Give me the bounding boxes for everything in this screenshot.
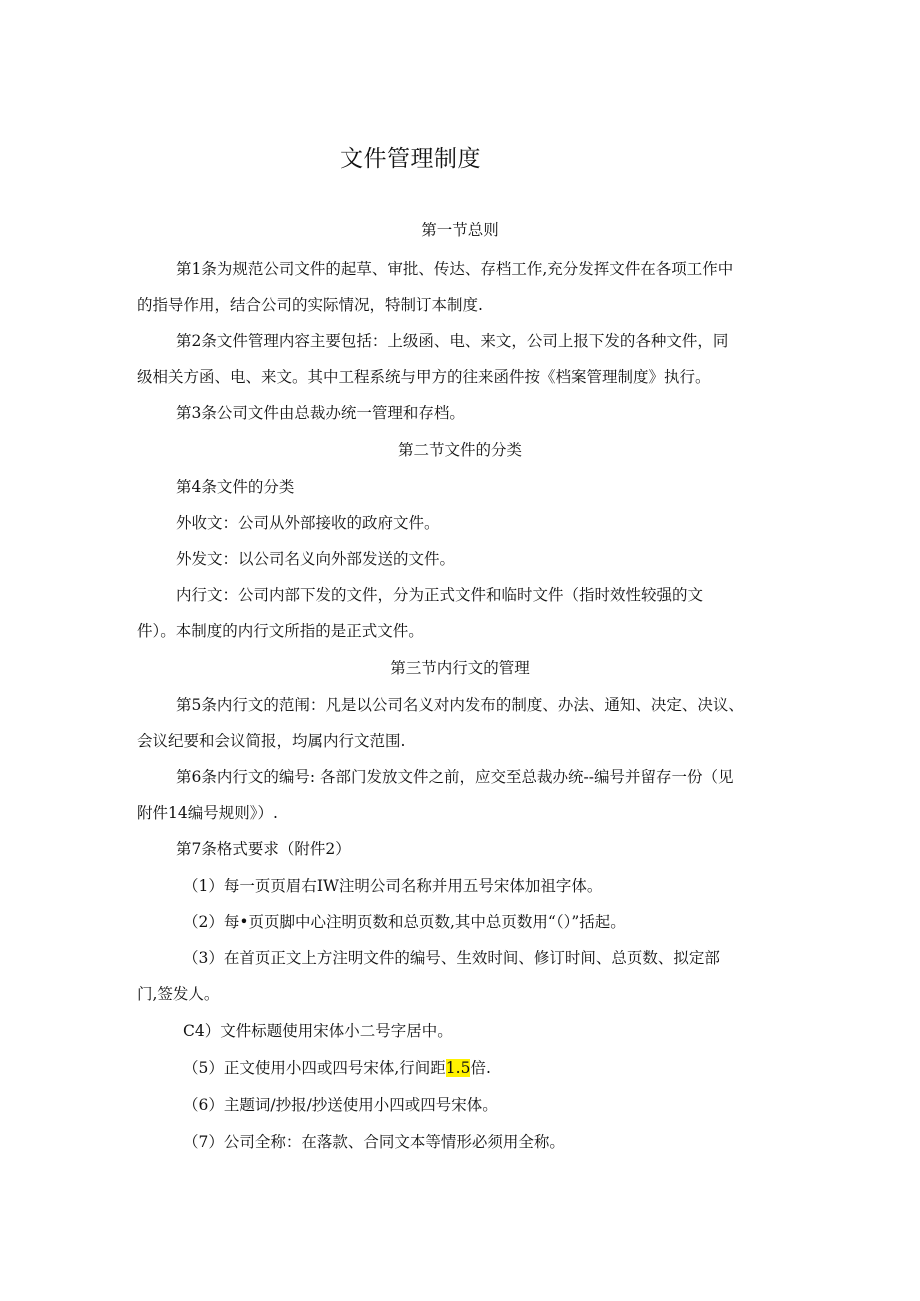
format-item-5-suffix: 倍. bbox=[470, 1059, 491, 1077]
article-5-line-2: 会议纪要和会议简报，均属内行文范围. bbox=[137, 732, 406, 750]
article-6-line-2: 附件14编号规则》）. bbox=[137, 804, 278, 822]
section-heading-internal-management: 第三节内行文的管理 bbox=[390, 659, 530, 677]
external-incoming-definition: 外收文：公司从外部接收的政府文件。 bbox=[176, 514, 440, 532]
article-7: 第7条格式要求（附件2） bbox=[176, 840, 351, 858]
format-item-5-prefix: （5）正文使用小四或四号宋体,行间距 bbox=[183, 1059, 446, 1077]
format-item-3-line-1: （3）在首页正文上方注明文件的编号、生效时间、修订时间、总页数、拟定部 bbox=[183, 949, 720, 967]
article-5-line-1: 第5条内行文的范闱：凡是以公司名义对内发布的制度、办法、通知、决定、决议、 bbox=[176, 696, 744, 714]
article-2-line-2: 级相关方函、电、来文。其中工程系统与甲方的往来函件按《档案管理制度》执行。 bbox=[137, 368, 711, 386]
article-3: 第3条公司文件由总裁办统一管理和存档。 bbox=[176, 404, 465, 422]
format-item-6: （6）主题词/抄报/抄送使用小四或四号宋体。 bbox=[183, 1096, 498, 1114]
format-item-4: C4）文件标题使用宋体小二号字居中。 bbox=[183, 1022, 453, 1040]
article-1-line-1: 第1条为规范公司文件的起草、审批、传达、存档工作,充分发挥文件在各项工作中 bbox=[176, 260, 734, 278]
line-spacing-highlight: 1.5 bbox=[445, 1059, 471, 1077]
external-outgoing-definition: 外发文：以公司名义向外部发送的文件。 bbox=[176, 550, 456, 568]
article-6-line-1: 第6条内行文的编号: 各部门发放文件之前，应交至总裁办统--编号并留存一份（见 bbox=[176, 768, 734, 786]
article-4: 第4条文件的分类 bbox=[176, 478, 295, 496]
section-heading-classification: 第二节文件的分类 bbox=[397, 441, 522, 459]
article-1-line-2: 的指导作用，结合公司的实际情况，特制订本制度. bbox=[137, 296, 483, 314]
internal-document-line-1: 内行文：公司内部下发的文件，分为正式文件和临时文件（指时效性较强的文 bbox=[176, 586, 704, 604]
format-item-1: （1）每一页页眉右IW注明公司名称并用五号宋体加祖字体。 bbox=[183, 877, 603, 895]
format-item-5 bbox=[183, 1058, 491, 1078]
section-heading-general: 第一节总则 bbox=[421, 221, 499, 239]
format-item-3-line-2: 门,签发人。 bbox=[137, 985, 220, 1003]
document-title: 文件管理制度 bbox=[340, 146, 481, 172]
internal-document-line-2: 件）。本制度的内行文所指的是正式文件。 bbox=[137, 622, 424, 640]
format-item-7: （7）公司全称：在落款、合同文本等情形必须用全称。 bbox=[183, 1133, 565, 1151]
article-2-line-1: 第2条文件管理内容主要包括：上级函、电、来文，公司上报下发的各种文件，同 bbox=[176, 332, 729, 350]
format-item-2: （2）每•页页脚中心注明页数和总页数,其中总页数用“（）”括起。 bbox=[183, 913, 626, 931]
